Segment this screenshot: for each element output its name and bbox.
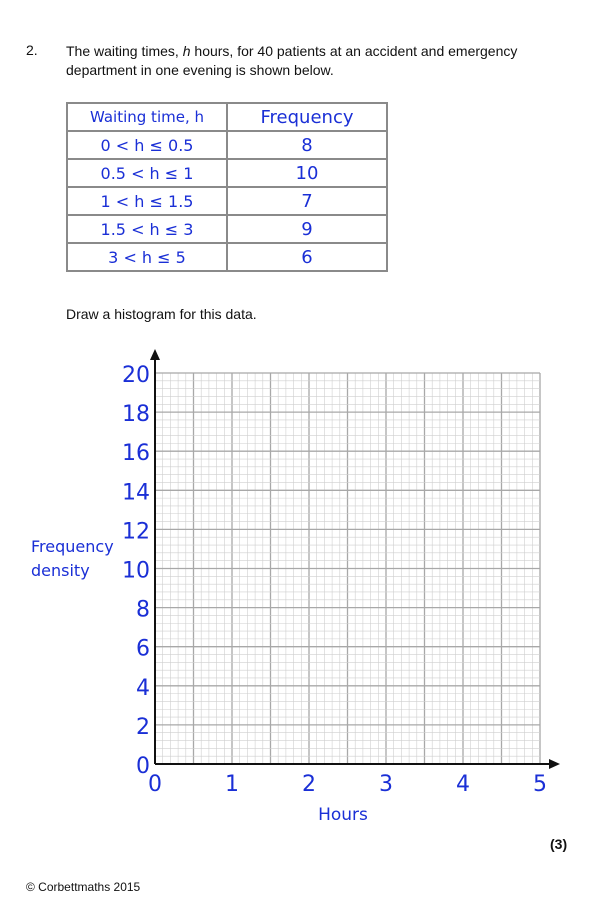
y-tick-label: 8 <box>136 597 150 623</box>
y-tick-label: 2 <box>136 714 150 740</box>
marks-label: (3) <box>550 836 568 852</box>
instruction-text: Draw a histogram for this data. <box>66 306 257 322</box>
question-text-before: The waiting times, <box>66 43 183 59</box>
y-tick-label: 4 <box>136 675 150 701</box>
table-cell-interval: 0 < h ≤ 0.5 <box>67 131 227 159</box>
x-tick-label: 3 <box>379 772 393 797</box>
y-tick-label: 18 <box>122 402 150 428</box>
x-tick-label: 5 <box>533 772 547 797</box>
y-tick-label: 12 <box>122 519 150 545</box>
table-cell-frequency: 6 <box>227 243 387 271</box>
x-tick-label: 0 <box>148 772 162 797</box>
y-tick-label: 20 <box>122 363 150 388</box>
y-tick-label: 0 <box>136 754 150 779</box>
x-tick-label: 1 <box>225 772 239 797</box>
table-row <box>67 187 387 215</box>
copyright-footer: © Corbettmaths 2015 <box>26 880 141 894</box>
question-text-after: hours, for 40 patients at an accident and emergency department in one evening is shown below. <box>66 43 518 78</box>
question-variable: h <box>182 43 191 59</box>
y-tick-label: 6 <box>136 636 150 662</box>
grid-lines <box>155 373 540 764</box>
question-number: 2. <box>26 42 38 58</box>
table-cell-interval: 1.5 < h ≤ 3 <box>67 215 227 243</box>
table-cell-frequency: 7 <box>227 187 387 215</box>
x-axis-label: Hours <box>318 805 368 825</box>
y-tick-labels <box>122 363 150 779</box>
y-tick-label: 16 <box>122 441 150 467</box>
x-tick-label: 2 <box>302 772 316 797</box>
table-row <box>67 243 387 271</box>
x-tick-labels <box>148 772 547 797</box>
table-cell-interval: 3 < h ≤ 5 <box>67 243 227 271</box>
table-header-waiting-time: Waiting time, h <box>67 103 227 131</box>
y-axis-label-line1: Frequency <box>31 537 114 556</box>
y-tick-label: 10 <box>122 558 150 584</box>
table-cell-frequency: 8 <box>227 131 387 159</box>
question-text <box>66 42 566 80</box>
table-row <box>67 215 387 243</box>
table-header-frequency: Frequency <box>227 103 387 131</box>
y-axis-label-line2: density <box>31 561 90 580</box>
table-cell-interval: 0.5 < h ≤ 1 <box>67 159 227 187</box>
table-cell-interval: 1 < h ≤ 1.5 <box>67 187 227 215</box>
x-axis-arrow-icon <box>549 759 560 769</box>
table-row <box>67 159 387 187</box>
y-tick-label: 14 <box>122 480 150 506</box>
y-axis-arrow-icon <box>150 349 160 360</box>
table-row <box>67 131 387 159</box>
histogram-grid[interactable] <box>0 340 614 830</box>
waiting-time-table <box>66 102 388 272</box>
x-tick-label: 4 <box>456 772 470 797</box>
table-header-row <box>67 103 387 131</box>
table-cell-frequency: 9 <box>227 215 387 243</box>
table-cell-frequency: 10 <box>227 159 387 187</box>
